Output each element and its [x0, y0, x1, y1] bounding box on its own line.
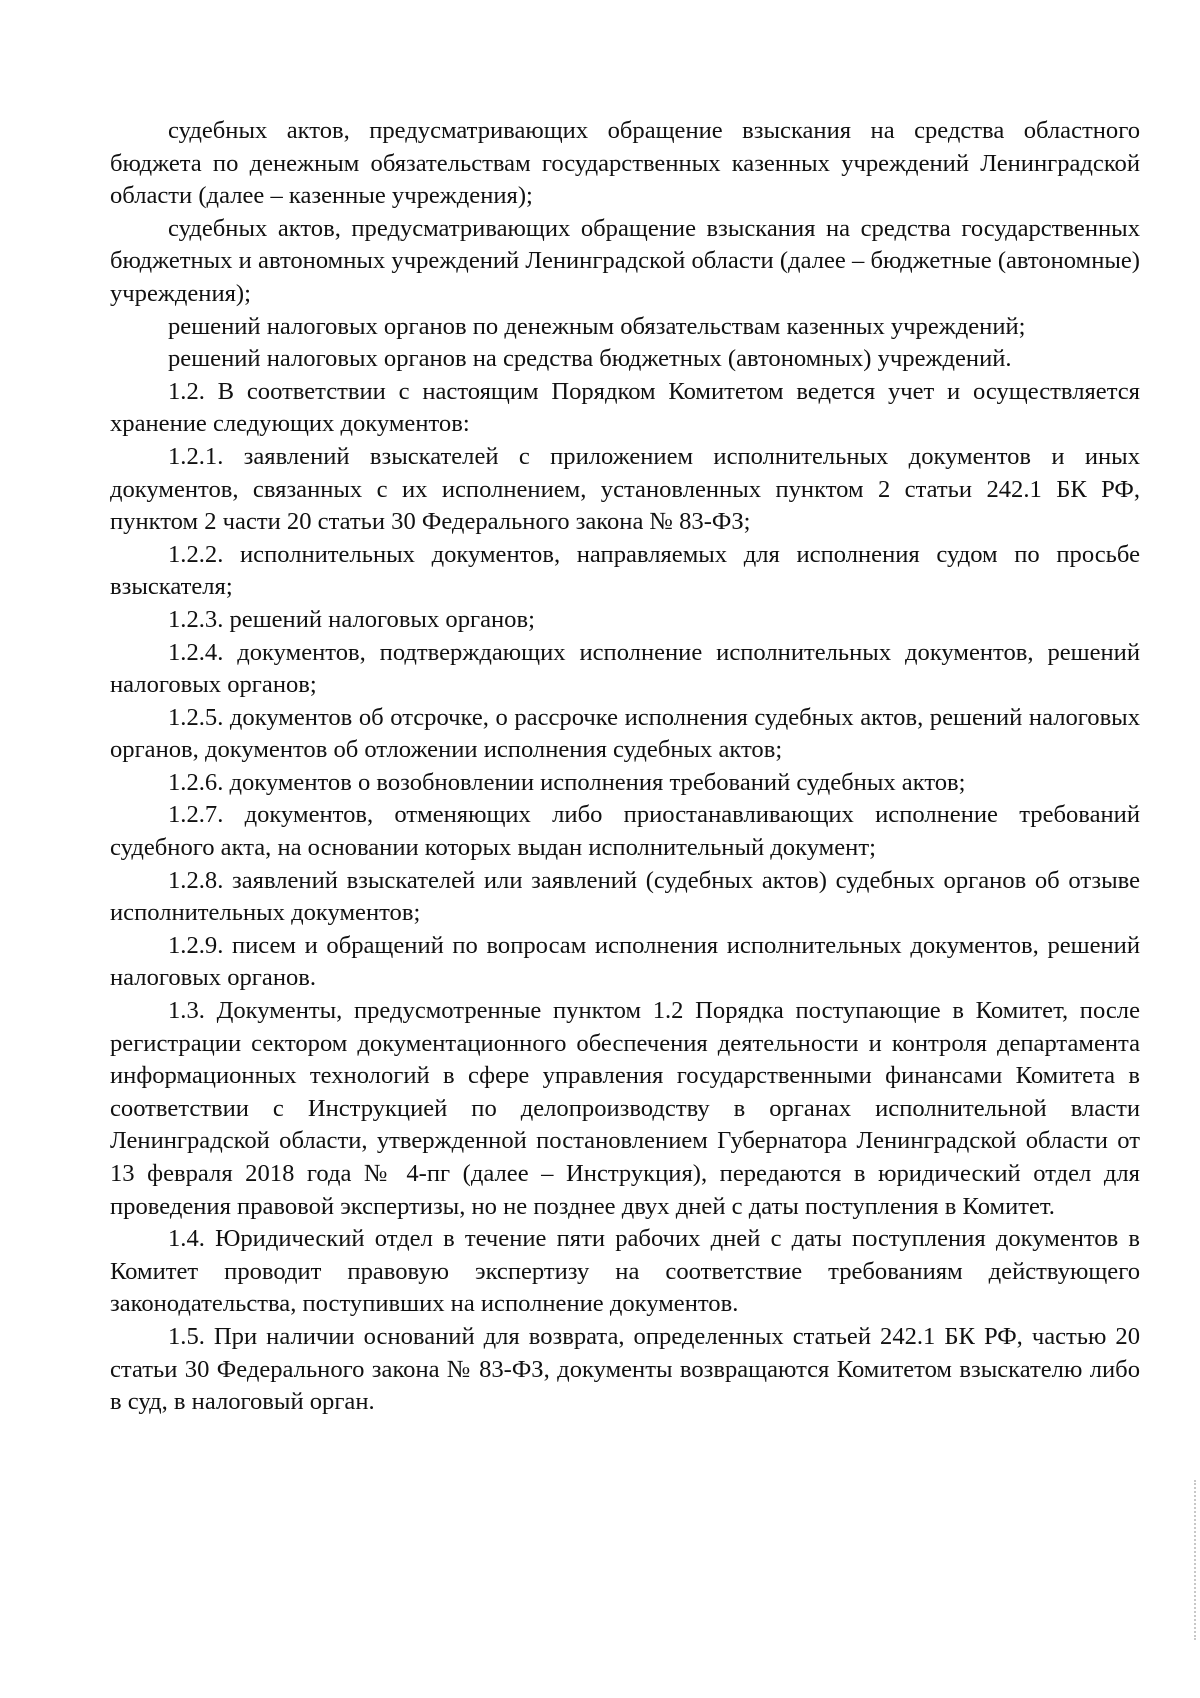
paragraph-tax-decisions-state-institutions: решений налоговых органов по денежным обязательствам казенных учреждений; [168, 312, 1026, 340]
paragraph-1-2-1: 1.2.1. заявлений взыскателей с приложением исполнительных документов и иных документов, связанных с их исполнением, установленных пунктом 2 статьи 242.1 БК РФ, пунктом 2 части 20 статьи 30 Федерального закона № 83-ФЗ; [110, 442, 1140, 536]
paragraph-tax-decisions-budget-institutions: решений налоговых органов на средства бюджетных (автономных) учреждений. [168, 345, 1012, 373]
paragraph-1-2-4: 1.2.4. документов, подтверждающих исполнение исполнительных документов, решений налоговых органов; [110, 638, 1140, 699]
paragraph-1-2-7: 1.2.7. документов, отменяющих либо приостанавливающих исполнение требований судебного акта, на основании которых выдан исполнительный документ; [110, 801, 1140, 862]
paragraph-1-2-8: 1.2.8. заявлений взыскателей или заявлений (судебных актов) судебных органов об отзыве исполнительных документов; [110, 866, 1140, 927]
paragraph-1-2-5: 1.2.5. документов об отсрочке, о рассрочке исполнения судебных актов, решений налоговых органов, документов об отложении исполнения судебных актов; [110, 703, 1140, 764]
paragraph-1-2-6: 1.2.6. документов о возобновлении исполнения требований судебных актов; [168, 768, 966, 796]
paragraph-1-3: 1.3. Документы, предусмотренные пунктом 1.2 Порядка поступающие в Комитет, после регистрации сектором документационного обеспечения деятельности и контроля департамента информационных технологий в сфере управления государственными финансами Комитета в соответствии с Инструкцией по делопроизводству в органах исполнительной власти Ленинградской области, утвержденной постановлением Губернатора Ленинградской области от 13 февраля 2018 года № 4-пг (далее – Инструкция), передаются в юридический отдел для проведения правовой экспертизы, но не позднее двух дней с даты поступления в Комитет. [110, 997, 1140, 1220]
paragraph-1-2-3: 1.2.3. решений налоговых органов; [168, 605, 535, 633]
paragraph-1-2-9: 1.2.9. писем и обращений по вопросам исполнения исполнительных документов, решений налоговых органов. [110, 931, 1140, 992]
scan-edge-mark [1192, 1480, 1196, 1640]
paragraph-1-5: 1.5. При наличии оснований для возврата, определенных статьей 242.1 БК РФ, частью 20 статьи 30 Федерального закона № 83-ФЗ, документы возвращаются Комитетом взыскателю либо в суд, в налоговый орган. [110, 1322, 1140, 1416]
paragraph-court-acts-regional-budget: судебных актов, предусматривающих обращение взыскания на средства областного бюджета по денежным обязательствам государственных казенных учреждений Ленинградской области (далее – казенные учреждения); [110, 117, 1140, 210]
paragraph-1-4: 1.4. Юридический отдел в течение пяти рабочих дней с даты поступления документов в Комитет проводит правовую экспертизу на соответствие требованиям действующего законодательства, поступивших на исполнение документов. [110, 1225, 1140, 1318]
paragraph-court-acts-budget-institutions: судебных актов, предусматривающих обращение взыскания на средства государственных бюджетных и автономных учреждений Ленинградской области (далее – бюджетные (автономные) учреждения); [110, 214, 1140, 307]
paragraph-1-2: 1.2. В соответствии с настоящим Порядком Комитетом ведется учет и осуществляется хранение следующих документов: [110, 377, 1140, 438]
paragraph-1-2-2: 1.2.2. исполнительных документов, направляемых для исполнения судом по просьбе взыскателя; [110, 540, 1140, 601]
document-body [110, 115, 1140, 1419]
